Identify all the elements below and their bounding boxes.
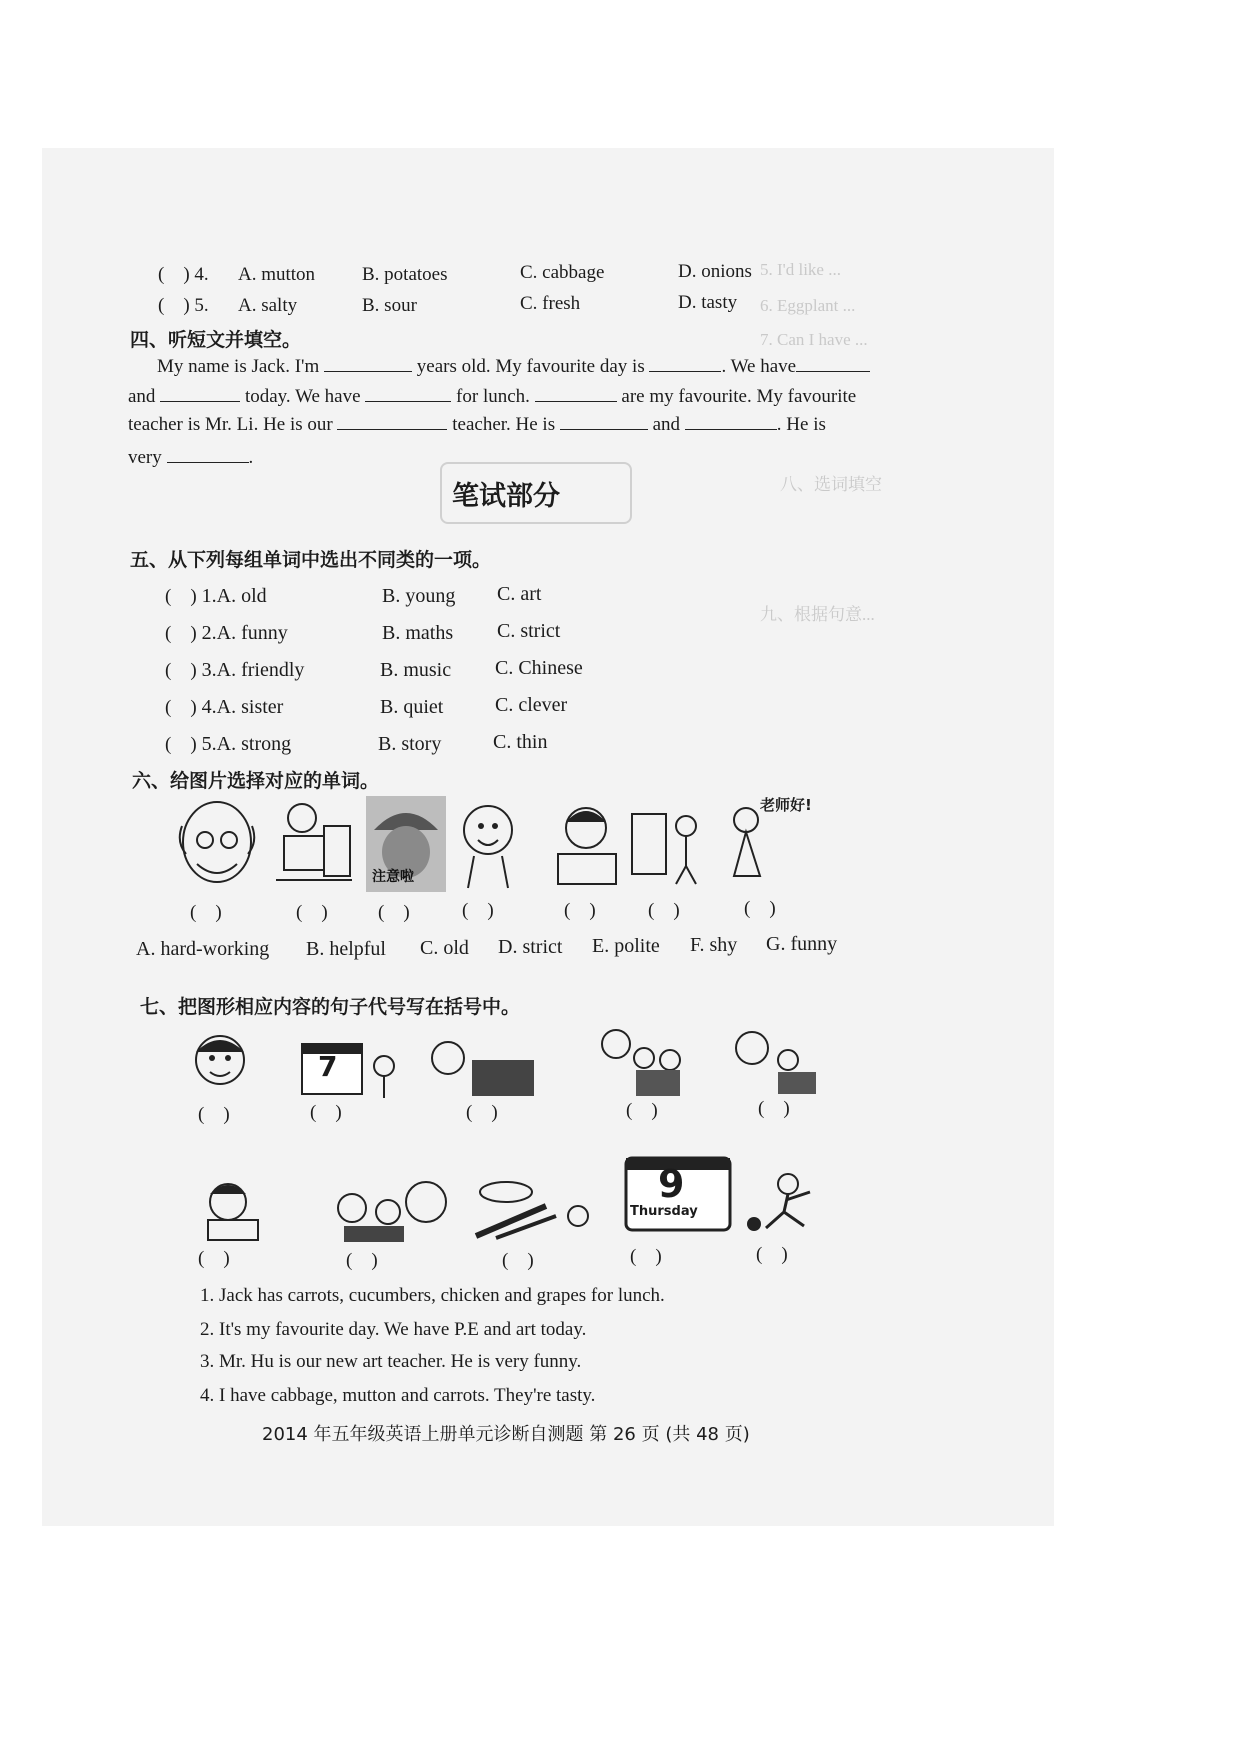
answer-bracket[interactable]: ( ) (626, 1100, 658, 1121)
option-c: C. fresh (520, 293, 581, 314)
odd-one-row (165, 659, 304, 682)
word-option: B. helpful (306, 938, 386, 960)
answer-bracket[interactable]: ( ) (165, 734, 197, 755)
answer-bracket[interactable]: ( ) (198, 1104, 230, 1125)
passage-text: teacher. He is (452, 414, 556, 435)
student-at-desk-picture (552, 800, 622, 888)
word-option: D. strict (498, 936, 563, 958)
bleed-through-text: 6. Eggplant ... (760, 296, 856, 315)
option-a: A. old (216, 585, 267, 607)
fill-blank[interactable] (685, 428, 777, 430)
passage-line-1 (157, 356, 870, 378)
passage-text: teacher is Mr. Li. He is our (128, 414, 333, 435)
answer-bracket[interactable]: ( ) (310, 1102, 342, 1123)
sentence-1: 1. Jack has carrots, cucumbers, chicken and grapes for lunch. (200, 1285, 665, 1306)
calendar-number: 9 (658, 1162, 685, 1206)
option-b: B. music (380, 659, 452, 681)
passage-text: and (128, 386, 156, 407)
item-number: 5. (201, 733, 217, 755)
item-number: 4. (194, 264, 209, 285)
reading-boy-picture (188, 1180, 278, 1242)
fill-blank[interactable] (167, 461, 249, 463)
answer-bracket[interactable]: ( ) (165, 697, 197, 718)
option-c: C. cabbage (520, 262, 605, 283)
sentence-4: 4. I have cabbage, mutton and carrots. They're tasty. (200, 1385, 596, 1406)
answer-bracket[interactable]: ( ) (165, 586, 197, 607)
option-a: A. salty (238, 295, 298, 316)
section6-heading: 六、给图片选择对应的单词。 (132, 770, 380, 792)
classroom-kid-picture (272, 796, 356, 892)
section5-heading: 五、从下列每组单词中选出不同类的一项。 (130, 549, 492, 571)
passage-line-2 (128, 386, 856, 408)
sentence-3: 3. Mr. Hu is our new art teacher. He is very funny. (200, 1351, 582, 1372)
option-c: C. clever (495, 694, 568, 716)
section7-heading: 七、把图形相应内容的句子代号写在括号中。 (140, 996, 521, 1018)
word-option: E. polite (592, 935, 660, 957)
old-man-picture (172, 796, 262, 892)
option-a: A. strong (216, 733, 292, 755)
odd-one-row (165, 733, 291, 756)
worker-picture (628, 796, 708, 888)
option-d: D. onions (678, 261, 752, 282)
food-items-picture (466, 1176, 606, 1244)
odd-one-row (165, 622, 288, 645)
fill-blank[interactable] (649, 370, 721, 372)
section4-heading: 四、听短文并填空。 (130, 329, 302, 351)
fill-blank[interactable] (560, 428, 648, 430)
page-footer: 2014 年五年级英语上册单元诊断自测题 第 26 页 (共 48 页) (262, 1424, 750, 1445)
option-d: D. tasty (678, 292, 738, 313)
answer-bracket[interactable]: ( ) (346, 1250, 378, 1271)
answer-bracket[interactable]: ( ) (466, 1102, 498, 1123)
option-b: B. potatoes (362, 264, 448, 285)
option-a: A. sister (216, 696, 284, 718)
bleed-through-text: 7. Can I have ... (760, 330, 868, 349)
written-section-title: 笔试部分 (452, 481, 560, 512)
option-c: C. strict (497, 620, 561, 642)
option-c: C. thin (493, 731, 548, 753)
picture-sign: 注意啦 (372, 869, 414, 885)
calendar-nine-picture (620, 1152, 738, 1234)
listening-item (158, 295, 209, 317)
answer-bracket[interactable]: ( ) (158, 295, 190, 316)
option-c: C. art (497, 583, 542, 605)
passage-text: are my favourite. My favourite (621, 386, 857, 407)
item-number: 1. (201, 585, 217, 607)
running-kid-picture (744, 1172, 840, 1234)
passage-text: today. We have (244, 386, 361, 407)
answer-bracket[interactable]: ( ) (158, 264, 190, 285)
option-a: A. mutton (238, 264, 316, 285)
answer-bracket[interactable]: ( ) (630, 1246, 662, 1267)
bleed-through-text: 5. I'd like ... (760, 260, 841, 279)
answer-bracket[interactable]: ( ) (758, 1098, 790, 1119)
passage-text: and (652, 414, 681, 435)
speech-caption: 老师好! (760, 796, 812, 814)
fill-blank[interactable] (160, 400, 240, 402)
answer-bracket[interactable]: ( ) (165, 660, 197, 681)
item-number: 4. (201, 696, 217, 718)
kids-eating-picture (330, 1178, 450, 1244)
option-b: B. young (382, 585, 456, 607)
option-b: B. quiet (380, 696, 444, 718)
item-number: 2. (201, 622, 217, 644)
item-number: 3. (201, 659, 217, 681)
option-c: C. Chinese (495, 657, 583, 679)
answer-bracket[interactable]: ( ) (744, 898, 776, 919)
fill-blank[interactable] (324, 370, 412, 372)
option-b: B. sour (362, 295, 417, 316)
sentence-2: 2. It's my favourite day. We have P.E and art today. (200, 1319, 587, 1340)
option-a: A. funny (216, 622, 288, 644)
answer-bracket[interactable]: ( ) (502, 1250, 534, 1271)
passage-text: very (128, 447, 162, 468)
answer-bracket[interactable]: ( ) (165, 623, 197, 644)
word-option: G. funny (766, 933, 838, 955)
bleed-through-text: 九、根据句意... (760, 605, 875, 624)
passage-text: for lunch. (456, 386, 530, 407)
answer-bracket[interactable]: ( ) (462, 900, 494, 921)
boy-face-picture (180, 1028, 264, 1102)
option-b: B. maths (382, 622, 454, 644)
item-number: 5. (194, 295, 209, 316)
chef-food-picture (428, 1040, 538, 1100)
answer-bracket[interactable]: ( ) (378, 902, 410, 923)
word-option: F. shy (690, 934, 738, 956)
calendar-seven-picture (298, 1036, 404, 1100)
passage-line-3 (128, 414, 826, 436)
word-option: C. old (420, 937, 469, 959)
option-b: B. story (378, 733, 442, 755)
answer-bracket[interactable]: ( ) (648, 900, 680, 921)
option-a: A. friendly (216, 659, 305, 681)
bleed-through-text: 八、选词填空 (780, 475, 882, 494)
passage-text: My name is Jack. I'm (157, 356, 320, 377)
fill-blank[interactable] (365, 400, 451, 402)
calendar-day: Thursday (630, 1204, 698, 1219)
answer-bracket[interactable]: ( ) (190, 902, 222, 923)
answer-bracket[interactable]: ( ) (564, 900, 596, 921)
answer-bracket[interactable]: ( ) (296, 902, 328, 923)
soldier-photo-picture (366, 796, 446, 892)
fill-blank[interactable] (337, 428, 447, 430)
passage-text: . We have (721, 356, 797, 377)
word-option: A. hard-working (136, 938, 270, 960)
odd-one-row (165, 585, 267, 608)
passage-text: . (248, 447, 254, 468)
answer-bracket[interactable]: ( ) (198, 1248, 230, 1269)
passage-text: years old. My favourite day is (416, 356, 645, 377)
two-people-picture (596, 1028, 686, 1098)
smiling-girl-picture (454, 796, 538, 892)
fill-blank[interactable] (796, 370, 870, 372)
odd-one-row (165, 696, 283, 719)
passage-text: . He is (776, 414, 826, 435)
family-picture (734, 1030, 820, 1096)
answer-bracket[interactable]: ( ) (756, 1244, 788, 1265)
fill-blank[interactable] (535, 400, 617, 402)
listening-item (158, 264, 209, 286)
passage-line-4 (128, 447, 253, 469)
calendar-number: 7 (318, 1050, 338, 1083)
